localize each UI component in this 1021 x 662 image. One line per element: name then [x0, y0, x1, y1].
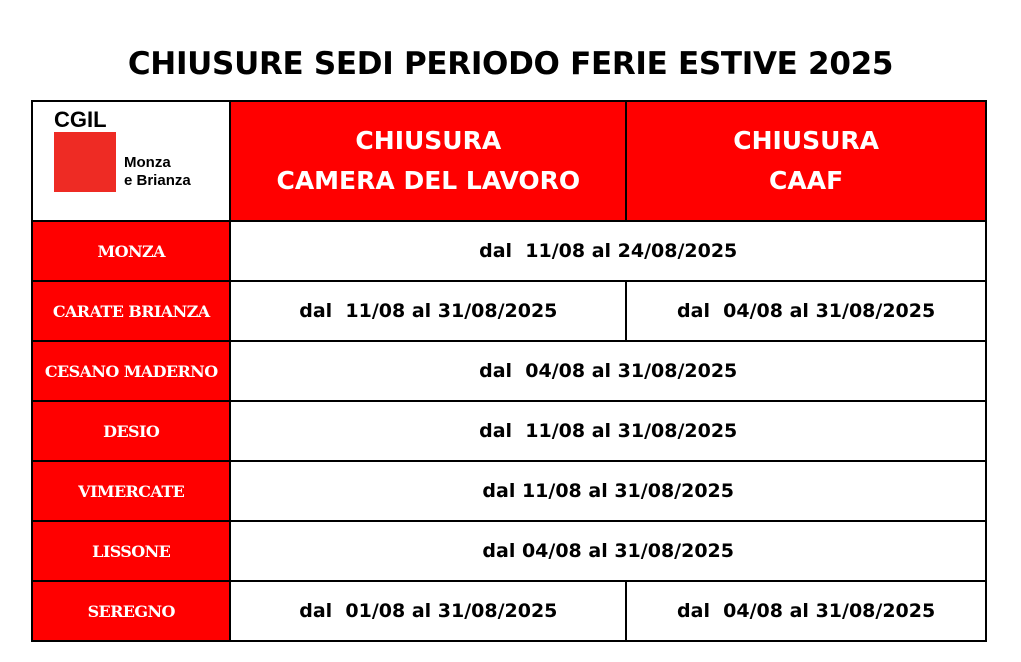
- logo-line-2: e Brianza: [124, 172, 191, 189]
- logo-brand: CGIL: [54, 107, 107, 132]
- city-name: CARATE BRIANZA: [32, 281, 230, 341]
- closures-table: [31, 100, 987, 642]
- table-row: [32, 401, 986, 461]
- closure-period-cdl: dal 11/08 al 31/08/2025: [230, 281, 626, 341]
- city-name: CESANO MADERNO: [32, 341, 230, 401]
- closure-period-caaf: dal 04/08 al 31/08/2025: [626, 581, 986, 641]
- table-row: [32, 521, 986, 581]
- closure-period-cdl: dal 01/08 al 31/08/2025: [230, 581, 626, 641]
- table-row: [32, 581, 986, 641]
- city-name: SEREGNO: [32, 581, 230, 641]
- logo-line-1: Monza: [124, 154, 171, 171]
- city-name: LISSONE: [32, 521, 230, 581]
- closure-period: dal 11/08 al 31/08/2025: [230, 461, 986, 521]
- closure-period: dal 04/08 al 31/08/2025: [230, 341, 986, 401]
- logo-subtitle: [124, 154, 191, 190]
- table-row: [32, 341, 986, 401]
- table-row: [32, 461, 986, 521]
- cgil-logo: [33, 102, 231, 220]
- closure-period: dal 11/08 al 24/08/2025: [230, 221, 986, 281]
- header-caaf-line-1: CHIUSURA: [733, 126, 879, 155]
- city-name: DESIO: [32, 401, 230, 461]
- closure-period: dal 04/08 al 31/08/2025: [230, 521, 986, 581]
- logo-red-square-icon: [54, 132, 116, 192]
- header-cdl-line-2: CAMERA DEL LAVORO: [276, 166, 581, 195]
- closure-period-caaf: dal 04/08 al 31/08/2025: [626, 281, 986, 341]
- table-row: [32, 221, 986, 281]
- table-header-row: [32, 101, 986, 221]
- logo-cell: [32, 101, 230, 221]
- page-title: CHIUSURE SEDI PERIODO FERIE ESTIVE 2025: [127, 46, 894, 82]
- header-caaf: [626, 101, 986, 221]
- city-name: MONZA: [32, 221, 230, 281]
- table-row: [32, 281, 986, 341]
- header-caaf-line-2: CAAF: [769, 166, 844, 195]
- closure-period: dal 11/08 al 31/08/2025: [230, 401, 986, 461]
- header-camera-del-lavoro: [230, 101, 626, 221]
- city-name: VIMERCATE: [32, 461, 230, 521]
- header-cdl-line-1: CHIUSURA: [355, 126, 502, 155]
